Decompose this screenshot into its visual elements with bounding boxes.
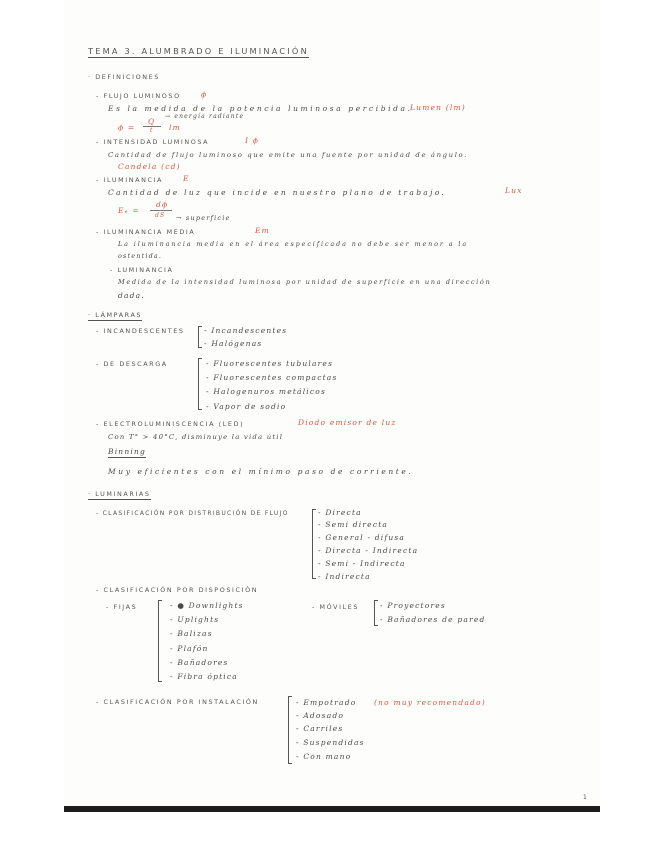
instalacion-item-3: - Carriles (296, 724, 344, 733)
section-heading-luminarias: · LUMINARIAS (88, 490, 151, 498)
flujo-symbol: ϕ (201, 90, 208, 99)
moviles-item-2: - Bañadores de pared (380, 615, 486, 624)
section-heading-definiciones: · DEFINICIONES (88, 73, 160, 81)
moviles-brace (374, 600, 375, 626)
flujo-item-3: - General - difusa (318, 533, 406, 542)
ilum-media-definition-2: ostentida. (118, 252, 163, 260)
formula-flux-denominator: t (150, 127, 154, 134)
flujo-item-6: - Indirecta (318, 572, 371, 581)
formula-e-fraction-bar (150, 210, 172, 211)
flujo-definition: Es la medida de la potencia luminosa percibida. (108, 104, 413, 113)
electroluminiscencia-label: - ELECTROLUMINISCENCIA (LED) (96, 420, 245, 428)
incandescentes-item-2: - Halógenas (204, 339, 263, 348)
binning-label: Binning (108, 447, 147, 456)
incandescentes-label: - INCANDESCENTES (96, 327, 185, 335)
ilum-media-label: - ILUMINANCIA MEDIA (96, 228, 196, 236)
fijas-item-4: - Plafón (170, 644, 209, 653)
intensidad-label: - INTENSIDAD LUMINOSA (96, 138, 210, 146)
incandescentes-item-1: - Incandescentes (204, 326, 288, 335)
instalacion-note: (no muy recomendado) (374, 698, 486, 707)
fijas-item-1: - ● Downlights (170, 601, 244, 610)
formula-e-numerator: dϕ (156, 200, 169, 209)
energia-note: → energía radiante (165, 113, 245, 120)
ilum-media-definition-1: La iluminancia media en el área especificada no debe ser menor a la (118, 240, 469, 248)
intensidad-symbol: I ϕ (245, 136, 260, 145)
clasificacion-instalacion-label: - CLASIFICACIÓN POR INSTALACIÓN (96, 698, 259, 706)
instalacion-brace (288, 696, 289, 764)
iluminancia-unit: Lux (505, 186, 523, 195)
formula-e-note: → superficie (176, 214, 231, 222)
descarga-item-2: - Fluorescentes compactas (206, 373, 338, 382)
electroluminiscencia-note: Diodo emisor de luz (298, 418, 397, 427)
formula-e-lhs: Eₑ = (118, 206, 140, 215)
fijas-item-5: - Bañadores (170, 658, 229, 667)
clasificacion-flujo-label: - CLASIFICACIÓN POR DISTRIBUCIÓN DE FLUJO (96, 510, 289, 517)
flujo-unit: Lumen (lm) (410, 103, 466, 112)
moviles-item-1: - Proyectores (380, 601, 446, 610)
formula-flux-lhs: ϕ = (118, 123, 136, 132)
flujo-item-2: - Semi directa (318, 520, 389, 529)
flujo-item-5: - Semi - Indirecta (318, 559, 406, 568)
instalacion-item-2: - Adosado (296, 711, 345, 720)
ilum-media-symbol: Em (255, 226, 270, 235)
descarga-label: - DE DESCARGA (96, 360, 168, 368)
electroluminiscencia-line: Con T° > 40°C, disminuye la vida útil (108, 433, 284, 441)
descarga-item-3: - Halogenuros metálicos (206, 387, 327, 396)
descarga-item-1: - Fluorescentes tubulares (206, 359, 334, 368)
incandescentes-brace (198, 326, 199, 348)
binning-line: Muy eficientes con el mínimo paso de corriente. (108, 467, 414, 476)
flujo-item-1: - Directa (318, 508, 362, 517)
instalacion-item-1: - Empotrado (296, 698, 357, 707)
iluminancia-definition: Cantidad de luz que incide en nuestro plano de trabajo. (108, 188, 447, 197)
flujo-item-4: - Directa - Indirecta (318, 546, 419, 555)
luminancia-label: - LUMINANCIA (110, 266, 174, 274)
page-title: TEMA 3. ALUMBRADO E ILUMINACIÓN (88, 46, 309, 56)
descarga-item-4: - Vapor de sodio (206, 402, 287, 411)
intensidad-unit: Candela (cd) (118, 162, 181, 171)
moviles-label: - MÓVILES (312, 603, 360, 611)
page-bottom-edge (64, 806, 600, 812)
iluminancia-symbol: E (183, 174, 190, 183)
clasificacion-flujo-brace (312, 509, 313, 579)
fijas-brace (158, 600, 159, 682)
formula-flux-numerator: Q (148, 117, 156, 126)
formula-flux-unit: lm (169, 123, 181, 132)
instalacion-item-4: - Suspendidas (296, 738, 365, 747)
notebook-page (64, 0, 600, 812)
iluminancia-label: - ILUMINANCIA (96, 176, 163, 184)
clasificacion-disposicion-label: - CLASIFICACIÓN POR DISPOSICIÓN (96, 586, 259, 594)
instalacion-item-5: - Con mano (296, 752, 352, 761)
intensidad-definition: Cantidad de flujo luminoso que emite una fuente por unidad de ángulo. (108, 151, 468, 159)
descarga-brace (198, 358, 199, 410)
luminancia-definition-2: dada. (118, 291, 145, 300)
fijas-item-3: - Balizas (170, 629, 213, 638)
fijas-label: - FIJAS (106, 603, 138, 611)
fijas-item-6: - Fibra óptica (170, 672, 238, 681)
fijas-item-2: - Uplights (170, 615, 220, 624)
formula-e-denominator: dS (155, 212, 166, 219)
flujo-label: - FLUJO LUMINOSO (96, 92, 181, 100)
section-heading-lamparas: · LÁMPARAS (88, 311, 143, 319)
luminancia-definition-1: Medida de la intensidad luminosa por unidad de superficie en una dirección (118, 278, 492, 286)
page-number: 1 (583, 794, 587, 801)
